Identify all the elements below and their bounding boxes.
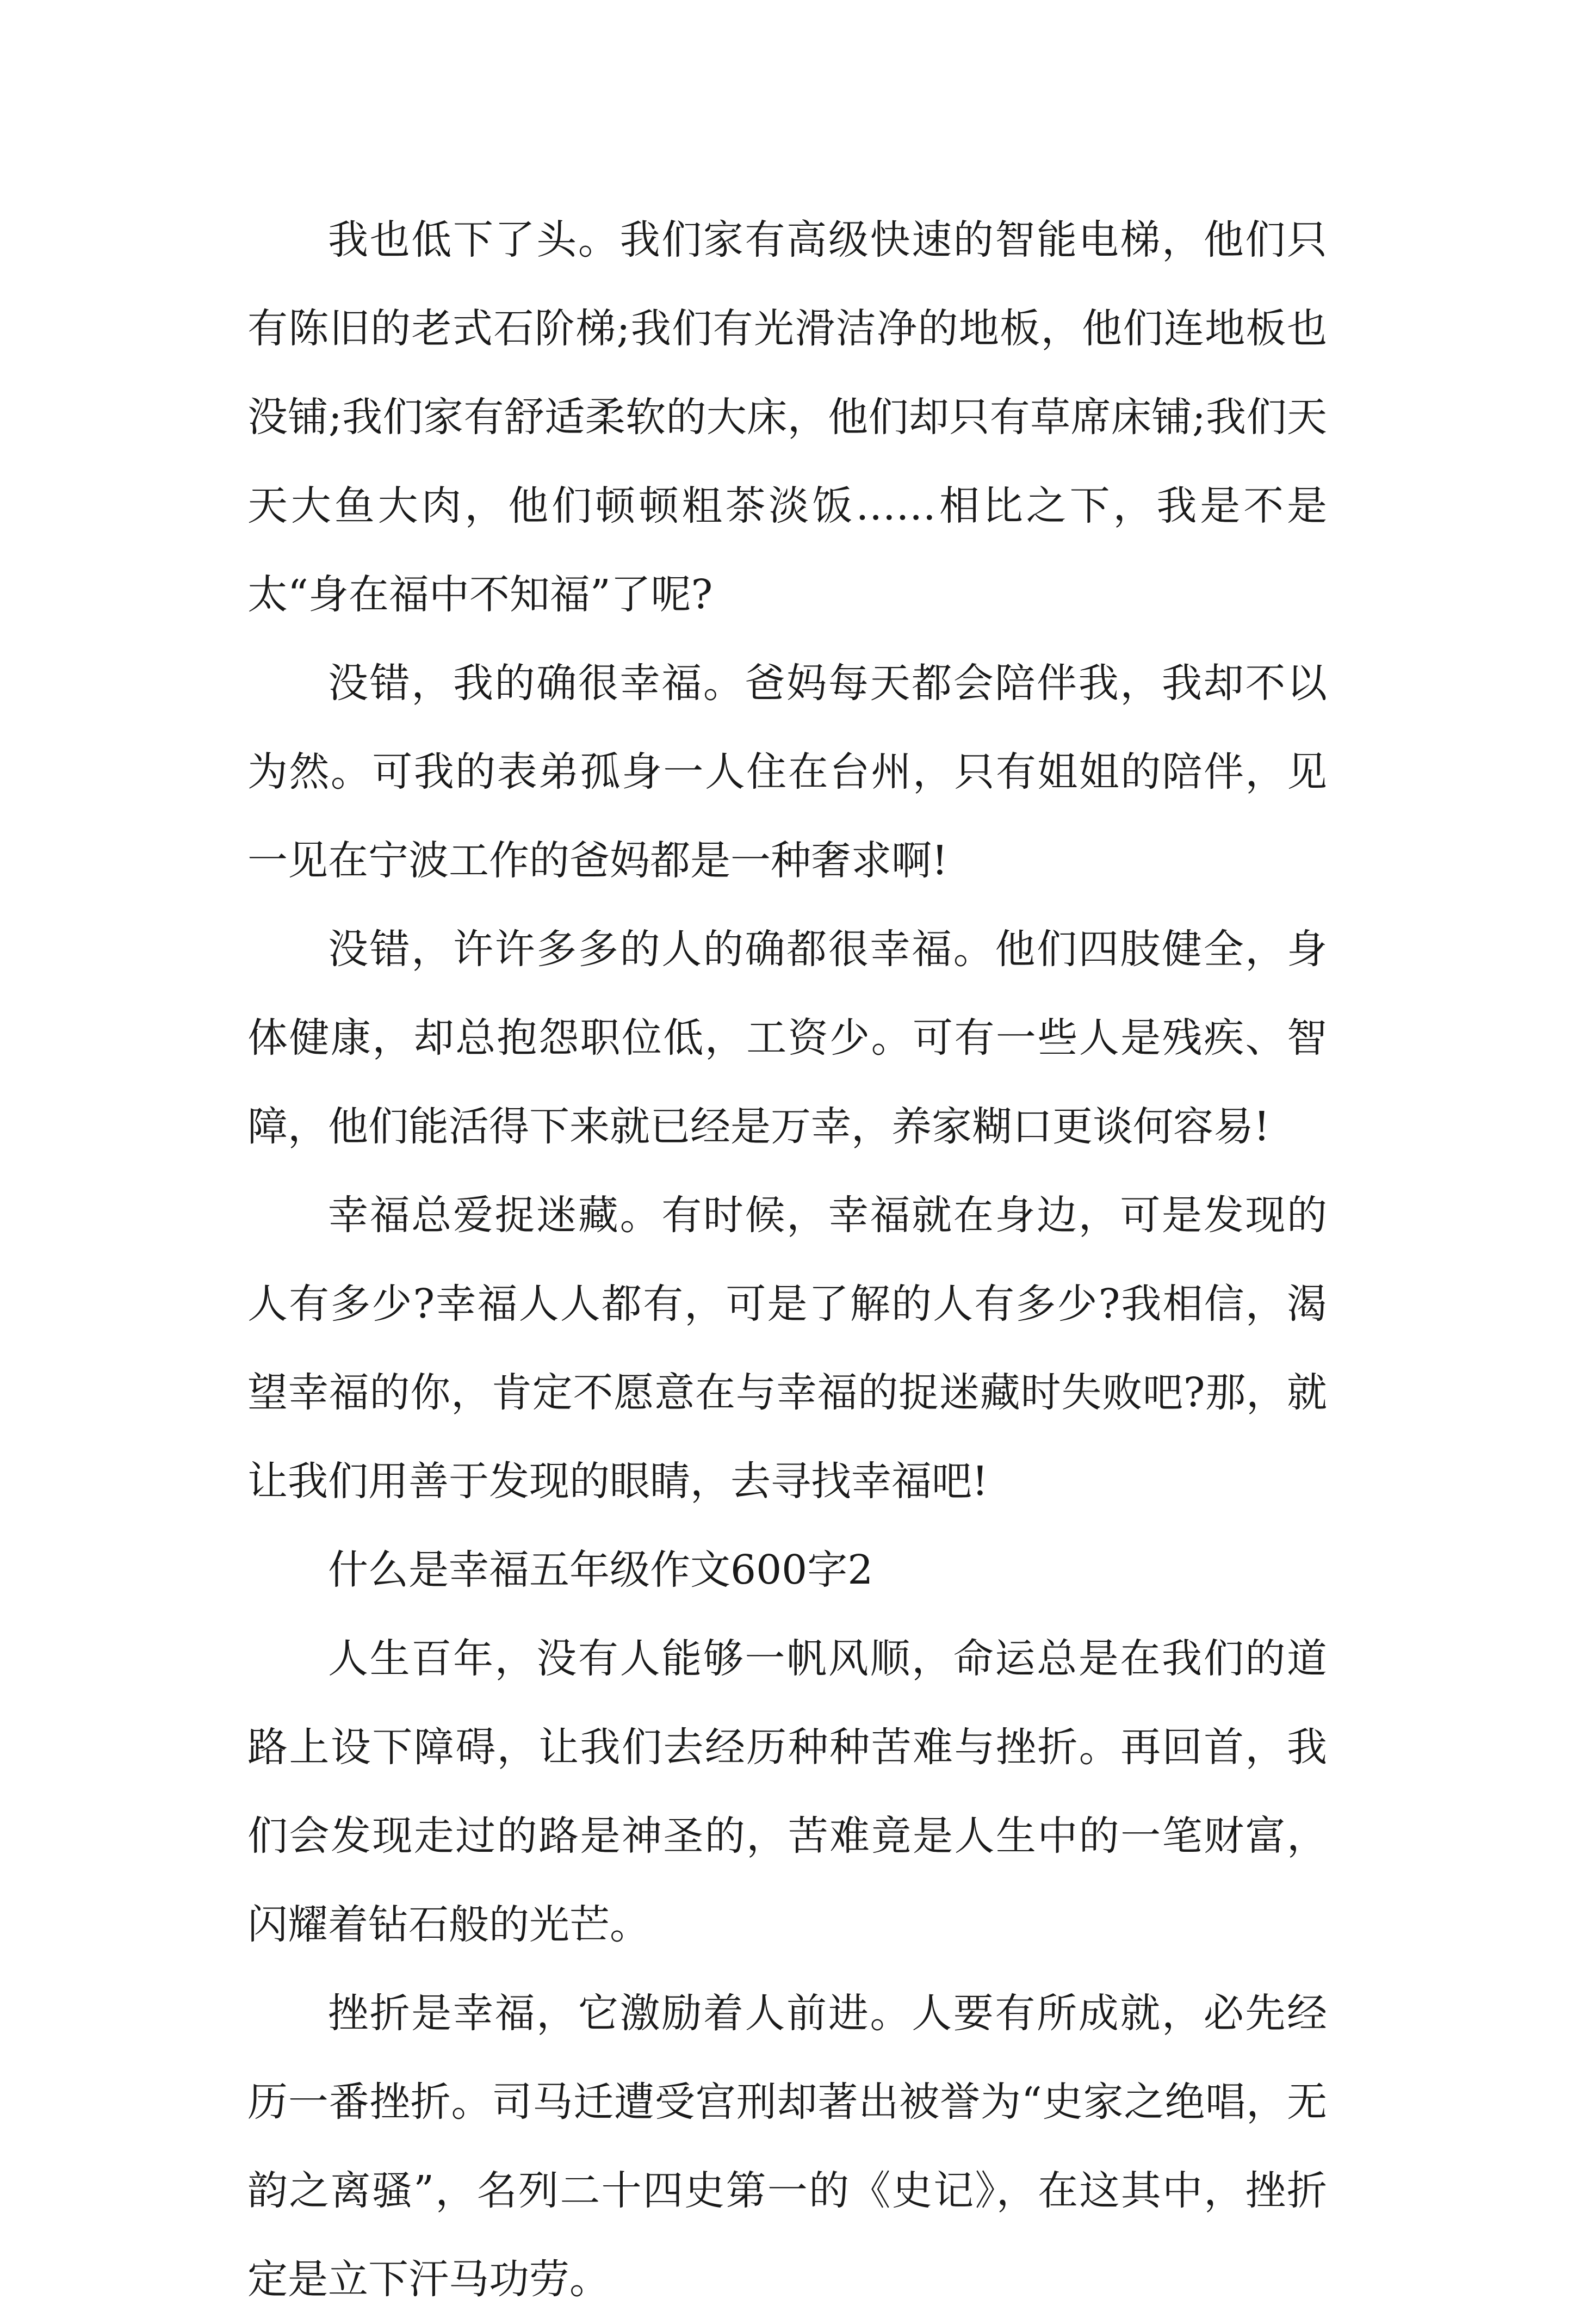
paragraph: 幸福总爱捉迷藏。有时候，幸福就在身边，可是发现的人有多少?幸福人人都有，可是了解的人有多少?我相信，渴望幸福的你，肯定不愿意在与幸福的捉迷藏时失败吧?那，就让我们用善于发现的眼睛，去寻找幸福吧! (247, 1192, 1327, 1505)
essay-subheading: 什么是幸福五年级作文600字2 (328, 1547, 873, 1593)
paragraph: 人生百年，没有人能够一帆风顺，命运总是在我们的道路上设下障碍，让我们去经历种种苦难与挫折。再回首，我们会发现走过的路是神圣的，苦难竟是人生中的一笔财富，闪耀着钻石般的光芒。 (247, 1635, 1327, 1948)
paragraph: 我也低下了头。我们家有高级快速的智能电梯，他们只有陈旧的老式石阶梯;我们有光滑洁净的地板，他们连地板也没铺;我们家有舒适柔软的大床，他们却只有草席床铺;我们天天大鱼大肉，他们顿顿粗茶淡饭……相比之下，我是不是太“身在福中不知福”了呢? (247, 217, 1327, 618)
paragraph: 没错，我的确很幸福。爸妈每天都会陪伴我，我却不以为然。可我的表弟孤身一人住在台州，只有姐姐的陪伴，见一见在宁波工作的爸妈都是一种奢求啊! (247, 660, 1327, 884)
paragraph: 挫折是幸福，它激励着人前进。人要有所成就，必先经历一番挫折。司马迁遭受宫刑却著出被誉为“史家之绝唱，无韵之离骚”，名列二十四史第一的《史记》，在这其中，挫折定是立下汗马功劳。 (247, 1990, 1327, 2303)
paragraph: 没错，许许多多的人的确都很幸福。他们四肢健全，身体健康，却总抱怨职位低，工资少。可有一些人是残疾、智障，他们能活得下来就已经是万幸，养家糊口更谈何容易! (247, 926, 1327, 1150)
document-body (247, 196, 1327, 2324)
